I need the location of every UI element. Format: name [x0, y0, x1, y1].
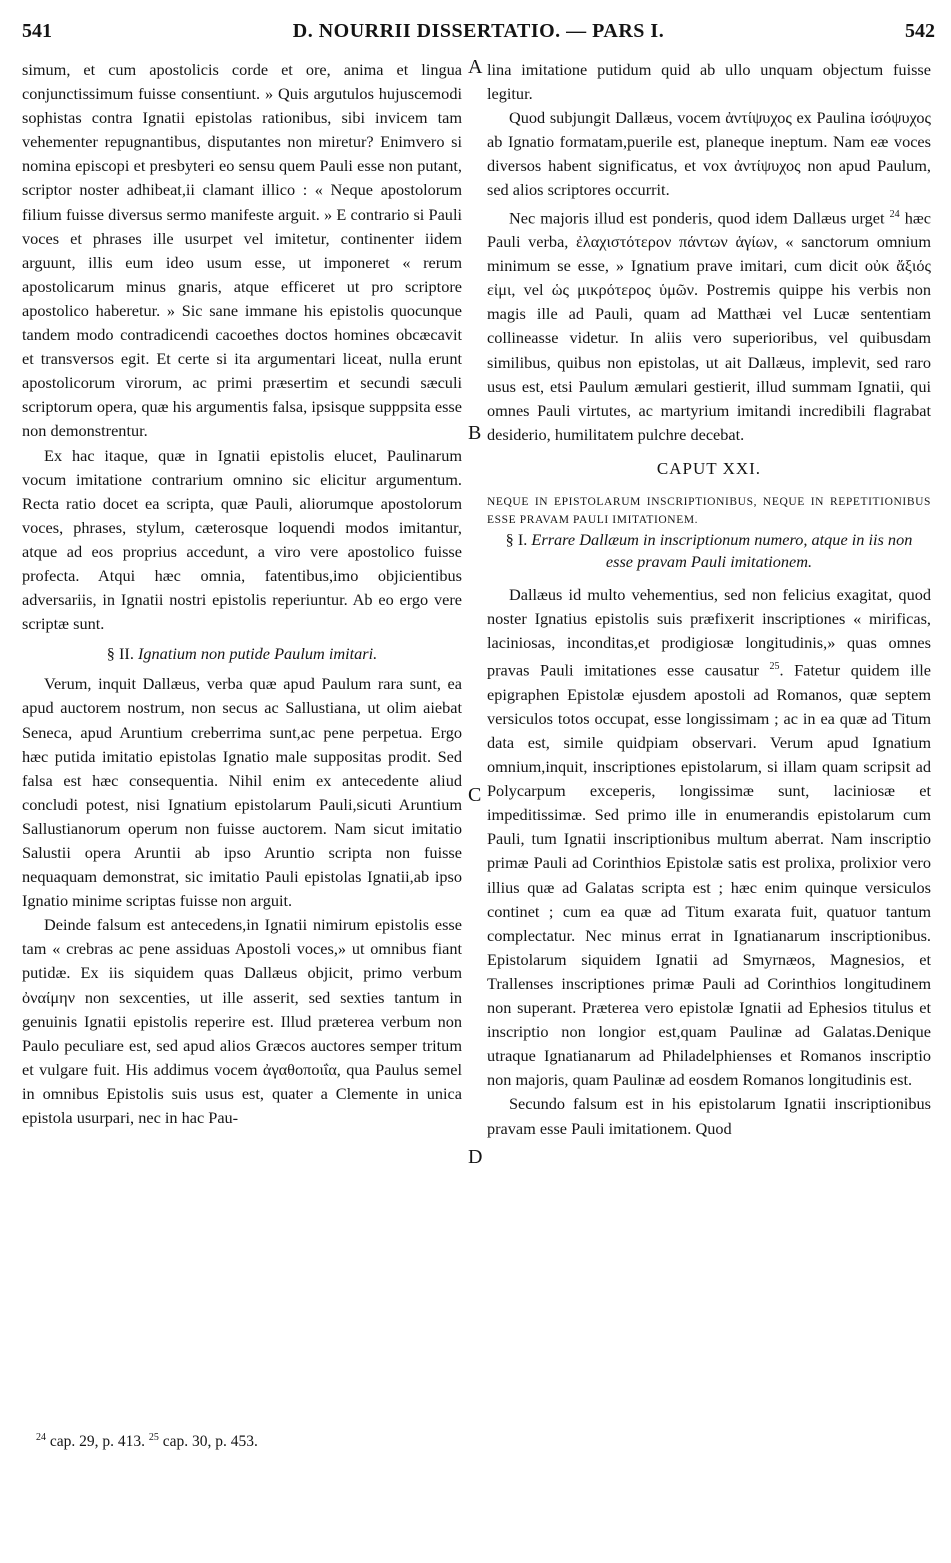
section-title: Ignatium non putide Paulum imitari.	[137, 644, 378, 664]
footnote-text: cap. 29, p. 413.	[49, 1433, 146, 1451]
margin-letter-d: D	[468, 1146, 483, 1168]
margin-letter-a: A	[468, 56, 483, 78]
footnote-text: cap. 30, p. 453.	[162, 1433, 258, 1451]
section-heading-2	[22, 642, 462, 666]
paragraph-text: hæc Pauli verba, ἐλαχιστότερον πάντων ἁγίων, « sanctorum omnium minimum se esse, » Ignatium prave imitari, cum dicit οὐκ ἄξιός εἰμι, vel ὡς μικρότερος ὑμῶν. Postremis quippe his verbis non magis ille ad Pauli, quam ad Matthæi vel Lucæ sententiam collineasse videtur. In aliis vero superioribus, vel quibusdam similibus, quibus non epistolas, ut ait Dallæus, implevit, sed raro usus est, etsi Paulum æmulari gestierit, illud summam Ignatii, qui omnes Pauli virtutes, ac martyrium imitandi incredibili flagrabat desiderio, humilitatem pulchre decebat.	[487, 207, 931, 444]
margin-letter-b: B	[468, 422, 482, 444]
page-header	[22, 20, 935, 54]
footnote-ref-24: 24	[889, 208, 900, 220]
left-paragraph-1: simum, et cum apostolicis corde et ore, anima et lingua conjunctissimum fuisse consentiunt. » Quis argutulos hujuscemodi sophistas contra Ignatii epistolas rationibus, sibi invicem tam vehementer repugnantibus, disputantes non miretur? Enimvero si nomina episcopi et presbyteri eo sensu quem Pauli esse non putant, scriptor noster adhibeat,ii clamant illico : « Neque apostolorum filium fuisse diversus sermo manifeste arguit. » E contrario si Pauli voces et phrases ille usurpet vel imitetur, continenter iidem arguunt, illis eum ideo usum esse, ut imponeret « rerum apostolicarum minus gnaris, atque efficeret ut pro scriptore apostolico haberetur. » Sic sane immane his epistolis quocunque tandem modo contradicendi cacoethes doctos homines obcæcavit et transversos egit. Et certe si ita argumentari liceat, nulla erunt apostolicorum virorum, ac primi præsertim et secundi sæculi scriptorum opera, quæ his argumentis falsa, ipsisque supppsita esse non demonstrentur.	[22, 60, 462, 441]
right-column	[487, 58, 931, 1141]
paragraph-text: Nec majoris illud est ponderis, quod idem Dallæus urget	[509, 207, 885, 227]
margin-letter-c: C	[468, 784, 482, 806]
paragraph-text: Dallæus id multo vehementius, sed non felicius exagitat, quod noster Ignatius epistolis suis præfixerit inscriptiones « mirificas, laciniosas, inconditas,et prodigiosæ longitudinis,» quas omnes pravas Pauli imitationes esse causatur	[487, 585, 931, 680]
left-paragraph-3: Verum, inquit Dallæus, verba quæ apud Paulum rara sunt, ea apud auctorem nostrum, non secus ac Sallustiana, ut olim aiebat Seneca, apud Aruntium creberrima sunt,ac pene perpetua. Ergo hæc putida imitatio epistolas Ignatio male suppositas prodit. Sed falsa est hæc consequentia. Nihil enim ex antecedente aliud concludi potest, nisi Ignatium epistolarum Pauli,sicuti Aruntium Sallustianorum operum non fuisse auctorem. Nam sicut imitatio Salustii opera Aruntii ab ipso Aruntio scripta non fuisse nequaquam demonstrat, sic imitatio Pauli epistolas Ignatii,ab ipso Ignatio minime scriptas fuisse non arguit.	[22, 674, 462, 911]
footnote-number: 25	[148, 1432, 159, 1443]
footnotes	[36, 1432, 258, 1451]
section-heading-1	[497, 529, 921, 573]
section-number: § II.	[106, 644, 134, 664]
chapter-heading: CAPUT XXI.	[656, 458, 762, 478]
section-title: Errare Dallæum in inscriptionum numero, atque in iis non esse pravam Pauli imitationem.	[531, 530, 913, 572]
page-number-left: 541	[22, 20, 52, 42]
right-paragraph-4	[487, 583, 931, 1092]
right-paragraph-1: lina imitatione putidum quid ab ullo unquam objectum fuisse legitur.	[487, 60, 931, 104]
footnote-number: 24	[36, 1432, 46, 1443]
left-paragraph-4: Deinde falsum est antecedens,in Ignatii nimirum epistolis esse tam « crebras ac pene assiduas Apostoli voces,» ut omnibus fiant putidæ. Ex iis siquidem quas Dallæus objicit, primo verbum ὀναίμην non sexcenties, ut ille asserit, sed sexties tantum in genuinis Ignatii epistolis reperire est. Illud præterea verbum non Paulo peculiare est, sed apud alios Græcos auctores semper tritum et vulgare fuit. His addimus vocem ἀγαθοποιΐα, qua Paulus semel in omnibus Epistolis suis usus est, quater a Clemente in unica epistola usurpari, nec in hac Pau-	[22, 915, 462, 1128]
left-paragraph-2: Ex hac itaque, quæ in Ignatii epistolis elucet, Paulinarum vocum imitatione contrarium omnino sic elicitur argumentum. Recta ratio docet ea scripta, quæ Pauli, aliorumque apostolorum voces, phrases, stylum, cæterosque loquendi modos imitantur, atque ad eos proprius accedunt, a viro vere apostolico fuisse profecta. Atqui hæc omnia, fatentibus,imo objicientibus adversariis, in Ignatii nostri epistolis reperiuntur. Ab eo ergo vere scriptæ sunt.	[22, 445, 462, 634]
footnote-ref-25: 25	[769, 661, 780, 673]
chapter-summary: NEQUE IN EPISTOLARUM INSCRIPTIONIBUS, NEQUE IN REPETITIONIBUS ESSE PRAVAM PAULI IMITATIONEM.	[487, 496, 931, 527]
section-number: § I.	[505, 530, 528, 550]
right-paragraph-2: Quod subjungit Dallæus, vocem ἀντίψυχος ex Paulina ἰσόψυχος ab Ignatio formatam,puerile est, planeque ineptum. Nam eæ voces diversos habent significatus, et vox ἀντίψυχος non apud Paulum, sed alios scriptores occurrit.	[487, 108, 931, 200]
page-number-right: 542	[905, 20, 935, 42]
paragraph-text: . Fatetur quidem ille epigraphen Epistolæ ejusdem apostoli ad Romanos, quæ septem versiculos totos occupat, esse longissimam ; ac in ea quæ ad Titum data est, simile quidpiam observari. Verum apud Ignatium omnium,inquit, inscriptiones epistolarum, si illam quam scripsit ad Polycarpum exceperis, longissimæ sunt, laciniosæ et impeditissimæ. Sed primo ille in enumerandis epistolarum cum Pauli, tum Ignatii inscriptionibus multum aberrat. Nam inscriptio primæ Pauli ad Corinthios Epistolæ satis est prolixa, prolixior vero illius quæ ad Galatas scripta est ; hæc enim quinque versiculos continet ; cum ea quæ ad Titum exarata fuit, quatuor tantum complectatur. Nec minus errat in Ignatianarum inscriptionibus. Epistolarum siquidem Ignatii ad Smyrnæos, Magnesios, et Trallenses inscriptiones primæ Pauli ad Corinthios longitudinem non superant. Præterea vero epistolæ Ignatii ad Ephesios titulus et inscriptio non longior est,quam Paulinæ ad Galatas.Denique utraque Ignatianarum ad Philadelphienses et Romanos inscriptio non majoris, quam Paulinæ ad eosdem Romanos longitudinis est.	[487, 660, 931, 1090]
running-title: D. NOURRII DISSERTATIO. — PARS I.	[292, 20, 665, 42]
right-paragraph-5: Secundo falsum est in his epistolarum Ignatii inscriptionibus pravam esse Pauli imitationem. Quod	[487, 1094, 931, 1138]
left-column	[22, 58, 462, 1130]
right-paragraph-3	[487, 203, 931, 447]
